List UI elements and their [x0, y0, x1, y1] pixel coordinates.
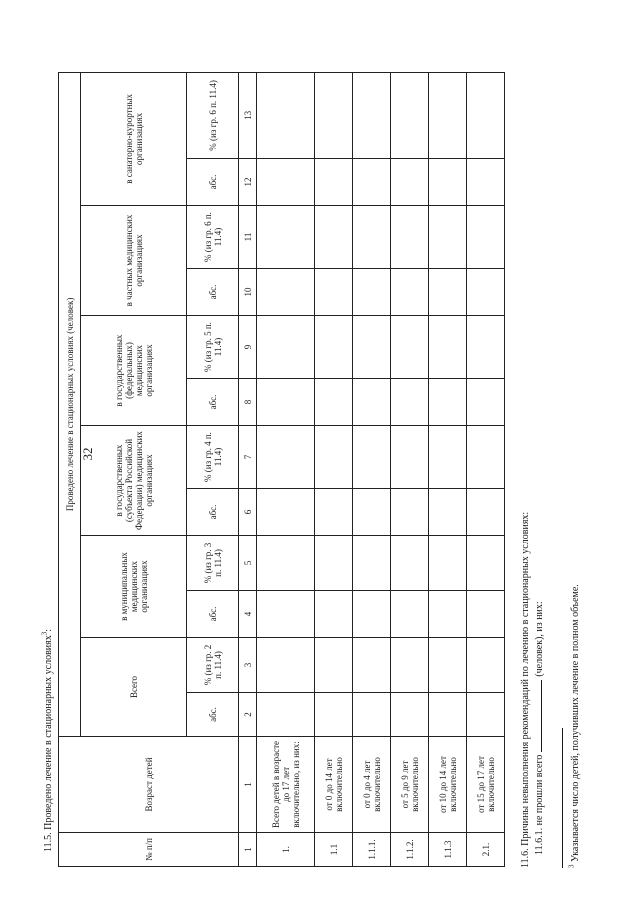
blank-field [532, 680, 542, 752]
data-cell [391, 426, 429, 489]
data-cell [257, 638, 315, 693]
data-cell [467, 72, 505, 158]
data-cell [391, 269, 429, 316]
data-cell [429, 489, 467, 536]
row-num: 1.1 [315, 833, 353, 867]
causes-heading: 11.6. Причины невыполнения рекомендаций по лечению в стационарных условиях: [520, 511, 531, 868]
row-num: 2.1. [467, 833, 505, 867]
data-cell [467, 379, 505, 426]
row-label: Всего детей в возрасте до 17 лет включительно, из них: [257, 737, 315, 833]
header-pct: % (из гр. 5 п. 11.4) [187, 316, 239, 379]
data-cell [429, 638, 467, 693]
header-treated-group: Проведено лечение в стационарных условиях (человек) [59, 72, 81, 736]
table-row [429, 72, 467, 866]
data-cell [257, 536, 315, 591]
data-cell [429, 426, 467, 489]
header-abs: абс. [187, 269, 239, 316]
data-cell [467, 159, 505, 206]
col-number: 1 [239, 737, 257, 833]
header-abs: абс. [187, 693, 239, 737]
data-cell [353, 269, 391, 316]
header-pct: % (из гр. 4 п. 11.4) [187, 426, 239, 489]
col-number: 3 [239, 638, 257, 693]
data-cell [391, 591, 429, 638]
col-number: 10 [239, 269, 257, 316]
causes-not-completed-prefix: 11.6.1. не прошли всего [534, 754, 545, 855]
data-cell [467, 316, 505, 379]
data-cell [257, 426, 315, 489]
col-number: 11 [239, 206, 257, 269]
data-cell [353, 489, 391, 536]
header-pct: % (из гр. 3 п. 11.4) [187, 536, 239, 591]
data-cell [315, 591, 353, 638]
header-age: Возраст детей [59, 737, 239, 833]
data-cell [429, 693, 467, 737]
data-cell [257, 206, 315, 269]
data-cell [315, 206, 353, 269]
data-cell [315, 693, 353, 737]
header-group-sanatorium: в санаторно-курортных организациях [81, 72, 187, 205]
header-abs: абс. [187, 379, 239, 426]
data-cell [429, 72, 467, 158]
data-cell [429, 379, 467, 426]
row-label: от 15 до 17 лет включительно [467, 737, 505, 833]
header-pct: % (из гр. 6 п. 11.4) [187, 72, 239, 158]
col-number: 2 [239, 693, 257, 737]
data-cell [257, 693, 315, 737]
data-cell [391, 159, 429, 206]
header-group-total: Всего [81, 638, 187, 737]
table-title-footnote-ref: 3 [40, 631, 49, 636]
data-cell [467, 693, 505, 737]
row-label: от 5 до 9 лет включительно [391, 737, 429, 833]
row-num: 1. [257, 833, 315, 867]
data-cell [391, 206, 429, 269]
data-cell [353, 72, 391, 158]
data-cell [391, 489, 429, 536]
data-cell [467, 269, 505, 316]
header-abs: абс. [187, 159, 239, 206]
footnote-marker: 3 [567, 864, 576, 868]
data-cell [429, 536, 467, 591]
data-cell [391, 693, 429, 737]
col-number: 8 [239, 379, 257, 426]
data-cell [429, 591, 467, 638]
data-cell [315, 426, 353, 489]
header-group-municipal: в муниципальных медицинских организациях [81, 536, 187, 638]
data-cell [315, 159, 353, 206]
table-row [257, 72, 315, 866]
header-group-federal: в государственных (федеральных) медицинских организациях [81, 316, 187, 426]
col-number: 6 [239, 489, 257, 536]
data-cell [467, 489, 505, 536]
header-pct: % (из гр. 2 п. 11.4) [187, 638, 239, 693]
footnote [567, 584, 581, 868]
treatment-table [58, 72, 505, 867]
data-cell [391, 72, 429, 158]
row-label: от 0 до 4 лет включительно [353, 737, 391, 833]
table-title-text: 11.5. Проведено лечение в стационарных условиях [43, 635, 54, 852]
data-cell [353, 159, 391, 206]
col-number: 4 [239, 591, 257, 638]
page-number: 32 [80, 447, 95, 461]
row-num: 1.1.1. [353, 833, 391, 867]
data-cell [257, 379, 315, 426]
header-abs: абс. [187, 591, 239, 638]
data-cell [353, 591, 391, 638]
data-cell [257, 489, 315, 536]
data-cell [391, 379, 429, 426]
col-number: 1 [239, 833, 257, 867]
data-cell [467, 206, 505, 269]
footnote-divider [562, 728, 563, 868]
row-label: от 0 до 14 лет включительно [315, 737, 353, 833]
data-cell [257, 316, 315, 379]
row-num: 1.1.3 [429, 833, 467, 867]
header-pct: % (из гр. 6 п. 11.4) [187, 206, 239, 269]
causes-not-completed-suffix: (человек), из них: [534, 601, 545, 677]
table-row [467, 72, 505, 866]
header-group-regional: в государственных (субъекта Российской Федерации) медицинских организациях [81, 426, 187, 536]
data-cell [467, 591, 505, 638]
data-cell [353, 536, 391, 591]
row-num: 1.1.2. [391, 833, 429, 867]
data-cell [353, 638, 391, 693]
header-num: № п/п [59, 833, 239, 867]
col-number: 5 [239, 536, 257, 591]
data-cell [315, 72, 353, 158]
data-cell [429, 206, 467, 269]
data-cell [467, 426, 505, 489]
col-number: 7 [239, 426, 257, 489]
data-cell [315, 536, 353, 591]
header-abs: абс. [187, 489, 239, 536]
table-title: 11.5. Проведено лечение в стационарных условиях$^3$: [40, 628, 54, 852]
data-cell [429, 159, 467, 206]
causes-not-completed [532, 601, 545, 855]
data-cell [315, 379, 353, 426]
table-row [353, 72, 391, 866]
data-cell [257, 159, 315, 206]
data-cell [353, 426, 391, 489]
data-cell [353, 316, 391, 379]
col-number: 9 [239, 316, 257, 379]
data-cell [467, 638, 505, 693]
data-cell [391, 536, 429, 591]
col-number: 12 [239, 159, 257, 206]
data-cell [353, 379, 391, 426]
table-row [391, 72, 429, 866]
data-cell [315, 489, 353, 536]
data-cell [353, 206, 391, 269]
data-cell [353, 693, 391, 737]
header-group-private: в частных медицинских организациях [81, 206, 187, 316]
data-cell [257, 591, 315, 638]
data-cell [467, 536, 505, 591]
col-number: 13 [239, 72, 257, 158]
data-cell [257, 269, 315, 316]
data-cell [391, 638, 429, 693]
data-cell [429, 269, 467, 316]
data-cell [429, 316, 467, 379]
data-cell [257, 72, 315, 158]
data-cell [315, 316, 353, 379]
data-cell [315, 638, 353, 693]
data-cell [315, 269, 353, 316]
row-label: от 10 до 14 лет включительно [429, 737, 467, 833]
data-cell [391, 316, 429, 379]
footnote-text: Указывается число детей, получивших лечение в полном объеме. [570, 584, 581, 862]
table-row [315, 72, 353, 866]
